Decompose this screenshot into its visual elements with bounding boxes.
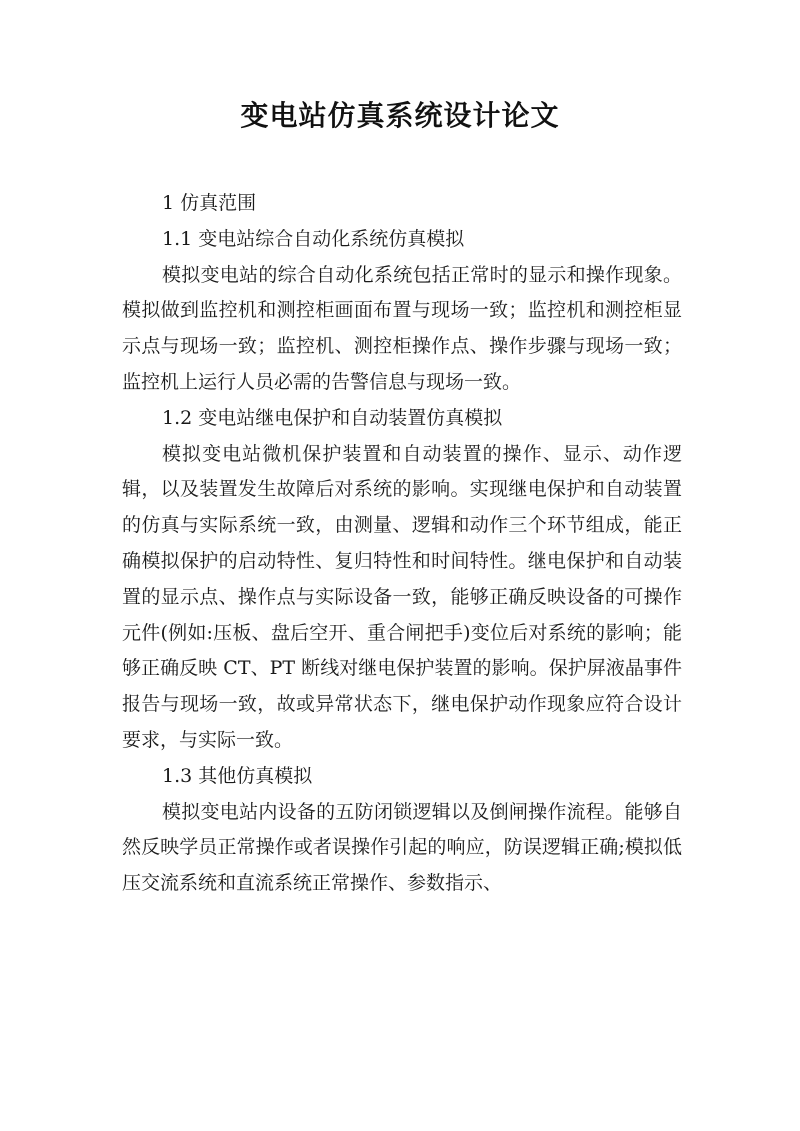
section-heading-1-2: 1.2 变电站继电保护和自动装置仿真模拟 xyxy=(162,406,503,429)
section-heading-1-3: 1.3 其他仿真模拟 xyxy=(162,764,313,787)
document-title: 变电站仿真系统设计论文 xyxy=(240,99,560,132)
paragraph-3: 模拟变电站内设备的五防闭锁逻辑以及倒闸操作流程。能够自然反映学员正常操作或者误操作引起的响应，防误逻辑正确;模拟低压交流系统和直流系统正常操作、参数指示、 xyxy=(122,800,682,895)
section-heading-1-1: 1.1 变电站综合自动化系统仿真模拟 xyxy=(162,227,465,250)
document-body xyxy=(122,186,682,902)
paragraph-1: 模拟变电站的综合自动化系统包括正常时的显示和操作现象。模拟做到监控机和测控柜画面布置与现场一致；监控机和测控柜显示点与现场一致；监控机、测控柜操作点、操作步骤与现场一致；监控机上运行人员必需的告警信息与现场一致。 xyxy=(122,263,682,393)
paragraph-2: 模拟变电站微机保护装置和自动装置的操作、显示、动作逻辑，以及装置发生故障后对系统的影响。实现继电保护和自动装置的仿真与实际系统一致，由测量、逻辑和动作三个环节组成，能正确模拟保护的启动特性、复归特性和时间特性。继电保护和自动装置的显示点、操作点与实际设备一致，能够正确反映设备的可操作元件(例如:压板、盘后空开、重合闸把手)变位后对系统的影响；能够正确反映 CT、PT 断线对继电保护装置的影响。保护屏液晶事件报告与现场一致，故或异常状态下，继电保护动作现象应符合设计要求，与实际一致。 xyxy=(122,442,682,751)
section-heading-1: 1 仿真范围 xyxy=(162,192,257,214)
